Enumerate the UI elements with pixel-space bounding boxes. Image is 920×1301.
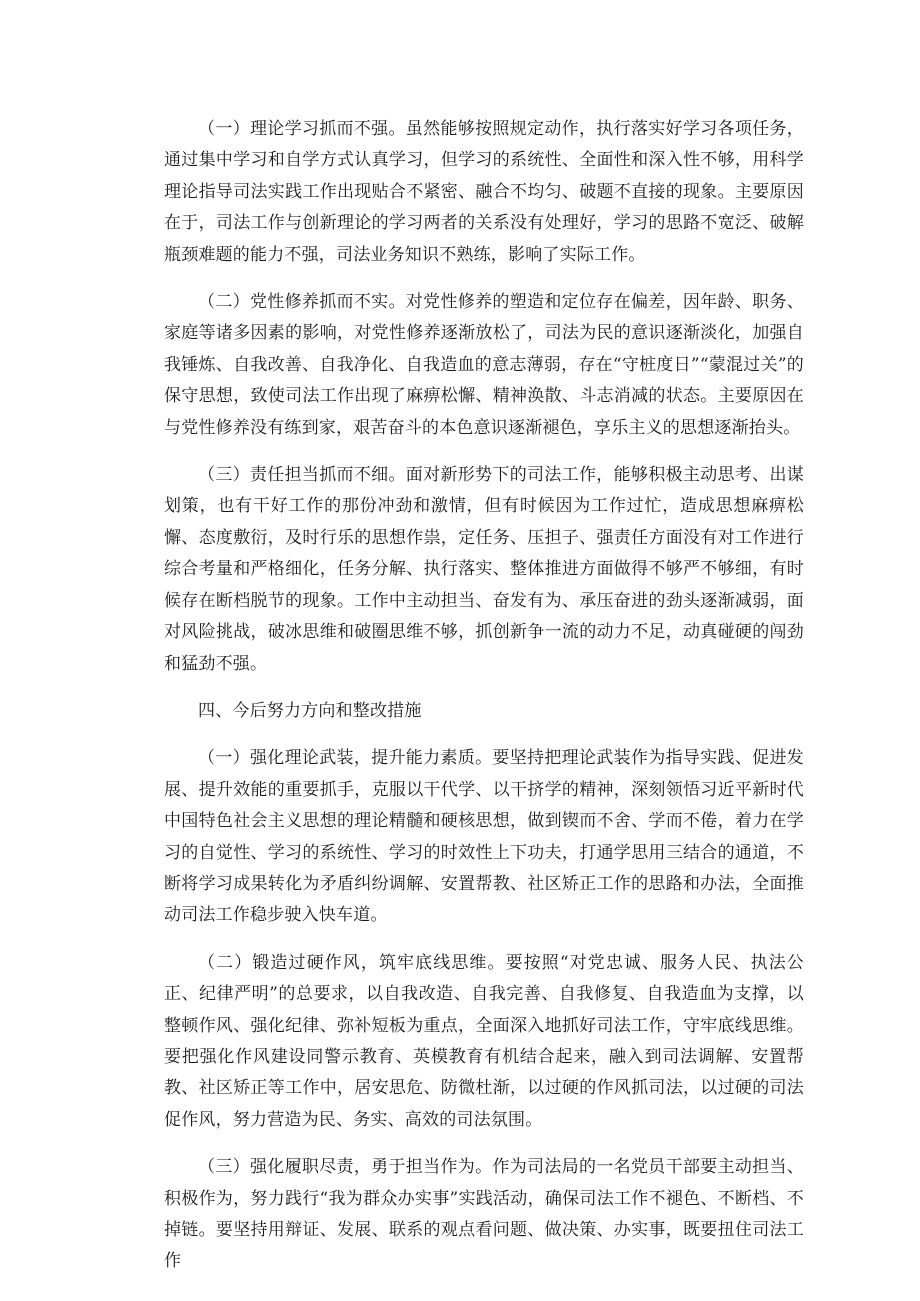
section-heading-measures: 四、今后努力方向和整改措施 — [198, 700, 422, 721]
para-responsibility: （三）责任担当抓而不细。面对新形势下的司法工作，能够积极主动思考、出谋划策，也有干好工作的那份冲劲和激情，但有时候因为工作过忙，造成思想麻痹松懈、态度敷衍，及时行乐的思想作祟，定任务、压担子、强责任方面没有对工作进行综合考量和严格细化，任务分解、执行落实、整体推进方面做得不够严不够细，有时候存在断档脱节的现象。工作中主动担当、奋发有为、承压奋进的劲头逐渐减弱，面对风险挑战，破冰思维和破圈思维不够，抓创新争一流的动力不足，动真碰硬的闯劲和猛劲不强。 — [164, 465, 804, 674]
para-theory-study: （一）理论学习抓而不强。虽然能够按照规定动作，执行落实好学习各项任务，通过集中学习和自学方式认真学习，但学习的系统性、全面性和深入性不够，用科学理论指导司法实践工作出现贴合不紧密、融合不均匀、破题不直接的现象。主要原因在于，司法工作与创新理论的学习两者的关系没有处理好，学习的思路不宽泛、破解瓶颈难题的能力不强，司法业务知识不熟练，影响了实际工作。 — [164, 119, 804, 265]
para-work-style: （二）锻造过硬作风，筑牢底线思维。要按照“对党忠诚、服务人民、执法公正、纪律严明”的总要求，以自我改造、自我完善、自我修复、自我造血为支撑，以整顿作风、强化纪律、弥补短板为重点，全面深入地抓好司法工作，守牢底线思维。要把强化作风建设同警示教育、英模教育有机结合起来，融入到司法调解、安置帮教、社区矫正等工作中，居安思危、防微杜渐，以过硬的作风抓司法，以过硬的司法促作风，努力营造为民、务实、高效的司法氛围。 — [164, 952, 804, 1130]
para-party-cultivation: （二）党性修养抓而不实。对党性修养的塑造和定位存在偏差，因年龄、职务、家庭等诸多因素的影响，对党性修养逐渐放松了，司法为民的意识逐渐淡化，加强自我锤炼、自我改善、自我净化、自我造血的意志薄弱，存在“守桩度日”“蒙混过关”的保守思想，致使司法工作出现了麻痹松懈、精神涣散、斗志消减的状态。主要原因在与党性修养没有练到家，艰苦奋斗的本色意识逐渐褪色，享乐主义的思想逐渐抬头。 — [164, 292, 804, 438]
document-body — [164, 114, 804, 1294]
para-duty-performance: （三）强化履职尽责，勇于担当作为。作为司法局的一名党员干部要主动担当、积极作为，努力践行“我为群众办实事”实践活动，确保司法工作不褪色、不断档、不掉链。要坚持用辩证、发展、联系的观点看问题、做决策、办实事，既要扭住司法工作 — [164, 1157, 804, 1272]
para-theory-armament: （一）强化理论武装，提升能力素质。要坚持把理论武装作为指导实践、促进发展、提升效能的重要抓手，克服以干代学、以干挤学的精神，深刻领悟习近平新时代中国特色社会主义思想的理论精髓和硬核思想，做到锲而不舍、学而不倦，着力在学习的自觉性、学习的系统性、学习的时效性上下功夫，打通学思用三结合的通道，不断将学习成果转化为矛盾纠纷调解、安置帮教、社区矫正工作的思路和办法，全面推动司法工作稳步驶入快车道。 — [164, 748, 804, 926]
